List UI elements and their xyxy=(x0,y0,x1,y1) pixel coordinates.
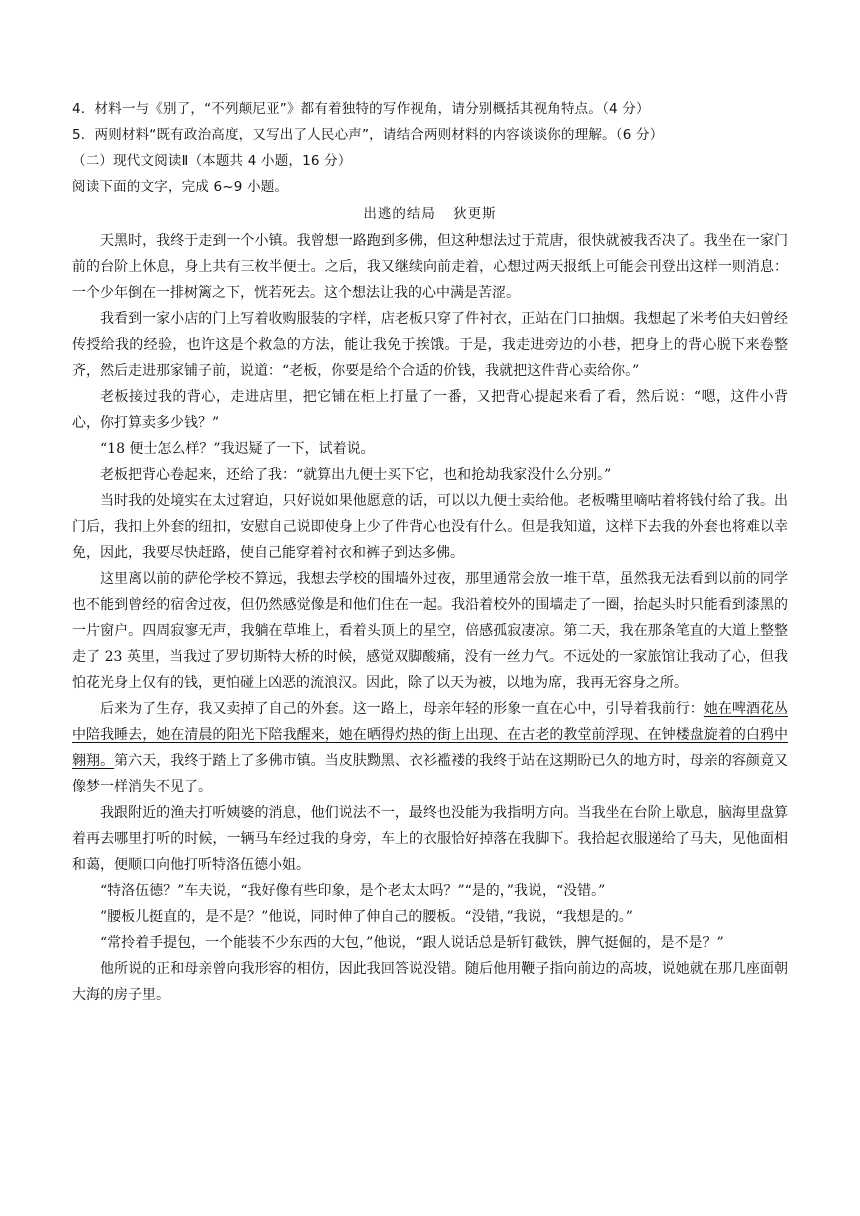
paragraph-12: “常拎着手提包，一个能装不少东西的大包，”他说，“跟人说话总是斩钉截铁，脾气挺倔的，是不是？” xyxy=(100,935,724,951)
section-instruction: 阅读下面的文字，完成 6~9 小题。 xyxy=(72,179,289,195)
article-title-line xyxy=(72,200,788,228)
paragraph-7: 这里离以前的萨伦学校不算远，我想去学校的围墙外过夜，那里通常会放一堆干草，虽然我无法看到以前的同学也不能到曾经的宿舍过夜，但仍然感觉像是和他们住在一起。我沿着校外的围墙走了一圈，抬起头时只能看到漆黑的一片窗户。四周寂寥无声，我躺在草堆上，看着头顶上的星空，倍感孤寂凄凉。第二天，我在那条笔直的大道上整整走了 23 英里，当我过了罗切斯特大桥的时候，感觉双脚酸痛，没有一丝力气。不远处的一家旅馆让我动了心，但我怕花光身上仅有的钱，更怕碰上凶恶的流浪汉。因此，除了以天为被，以地为席，我再无容身之所。 xyxy=(72,571,788,691)
paragraph-2: 我看到一家小店的门上写着收购服装的字样，店老板只穿了件衬衣，正站在门口抽烟。我想起了米考伯夫妇曾经传授给我的经验，也许这是个救急的方法，能让我免于挨饿。于是，我走进旁边的小巷，把身上的背心脱下来卷整齐，然后走进那家铺子前，说道：“老板，你要是给个合适的价钱，我就把这件背心卖给你。” xyxy=(72,311,788,379)
paragraph-6: 当时我的处境实在太过窘迫，只好说如果他愿意的话，可以以九便士卖给他。老板嘴里嘀咕着将钱付给了我。出门后，我扣上外套的纽扣，安慰自己说即使身上少了件背心也没有什么。但是我知道，这样下去我的外套也将难以幸免，因此，我要尽快赶路，使自己能穿着衬衣和裤子到达多佛。 xyxy=(72,493,788,561)
paragraph-8 xyxy=(72,696,788,800)
paragraph-8-start: 后来为了生存，我又卖掉了自己的外套。这一路上，母亲年轻的形象一直在心中，引导着我前行： xyxy=(100,701,704,717)
paragraph-13: 他所说的正和母亲曾向我形容的相仿，因此我回答说没错。随后他用鞭子指向前边的高坡，说她就在那几座面朝大海的房子里。 xyxy=(72,961,788,1003)
underlined-passage: 她在啤酒花丛中陪我睡去，她在清晨的阳光下陪我醒来，她在晒得灼热的街上出现、在古老的教堂前浮现、在钟楼盘旋着的白鸦中翱翔。 xyxy=(72,701,789,769)
paragraph-8-end: 第六天，我终于踏上了多佛市镇。当皮肤黝黑、衣衫褴褛的我终于站在这期盼已久的地方时，母亲的容颜竟又像梦一样消失不见了。 xyxy=(72,753,789,795)
document-page xyxy=(72,96,788,1008)
paragraph-5: 老板把背心卷起来，还给了我：“就算出九便士买下它，也和抢劫我家没什么分别。” xyxy=(100,467,612,483)
paragraph-10: “特洛伍德？”车夫说，“我好像有些印象，是个老太太吗？”“是的，”我说，“没错。” xyxy=(100,883,606,899)
paragraph-3: 老板接过我的背心，走进店里，把它铺在柜上打量了一番，又把背心提起来看了看，然后说：“嗯，这件小背心，你打算卖多少钱？” xyxy=(72,389,788,431)
question-4: 4．材料一与《别了，“不列颠尼亚”》都有着独特的写作视角，请分别概括其视角特点。（4 分） xyxy=(72,101,650,117)
paragraph-1: 天黑时，我终于走到一个小镇。我曾想一路跑到多佛，但这种想法过于荒唐，很快就被我否决了。我坐在一家门前的台阶上休息，身上共有三枚半便士。之后，我又继续向前走着，心想过两天报纸上可能会刊登出这样一则消息：一个少年倒在一排树篱之下，恍若死去。这个想法让我的心中满是苦涩。 xyxy=(72,233,788,301)
section-heading: （二）现代文阅读Ⅱ（本题共 4 小题，16 分） xyxy=(72,153,352,169)
article-title: 出逃的结局 xyxy=(363,206,436,222)
paragraph-9: 我跟附近的渔夫打听姨婆的消息，他们说法不一，最终也没能为我指明方向。当我坐在台阶上歇息，脑海里盘算着再去哪里打听的时候，一辆马车经过我的身旁，车上的衣服恰好掉落在我脚下。我拾起衣服递给了马夫，见他面相和蔼，便顺口向他打听特洛伍德小姐。 xyxy=(72,805,788,873)
question-5: 5．两则材料“既有政治高度，又写出了人民心声”，请结合两则材料的内容谈谈你的理解。（6 分） xyxy=(72,127,664,143)
paragraph-4: “18 便士怎么样？”我迟疑了一下，试着说。 xyxy=(100,441,375,457)
article-author: 狄更斯 xyxy=(453,206,497,222)
paragraph-11: ”腰板儿挺直的，是不是？”他说，同时伸了伸自己的腰板。“没错，”我说，“我想是的。” xyxy=(100,909,633,925)
